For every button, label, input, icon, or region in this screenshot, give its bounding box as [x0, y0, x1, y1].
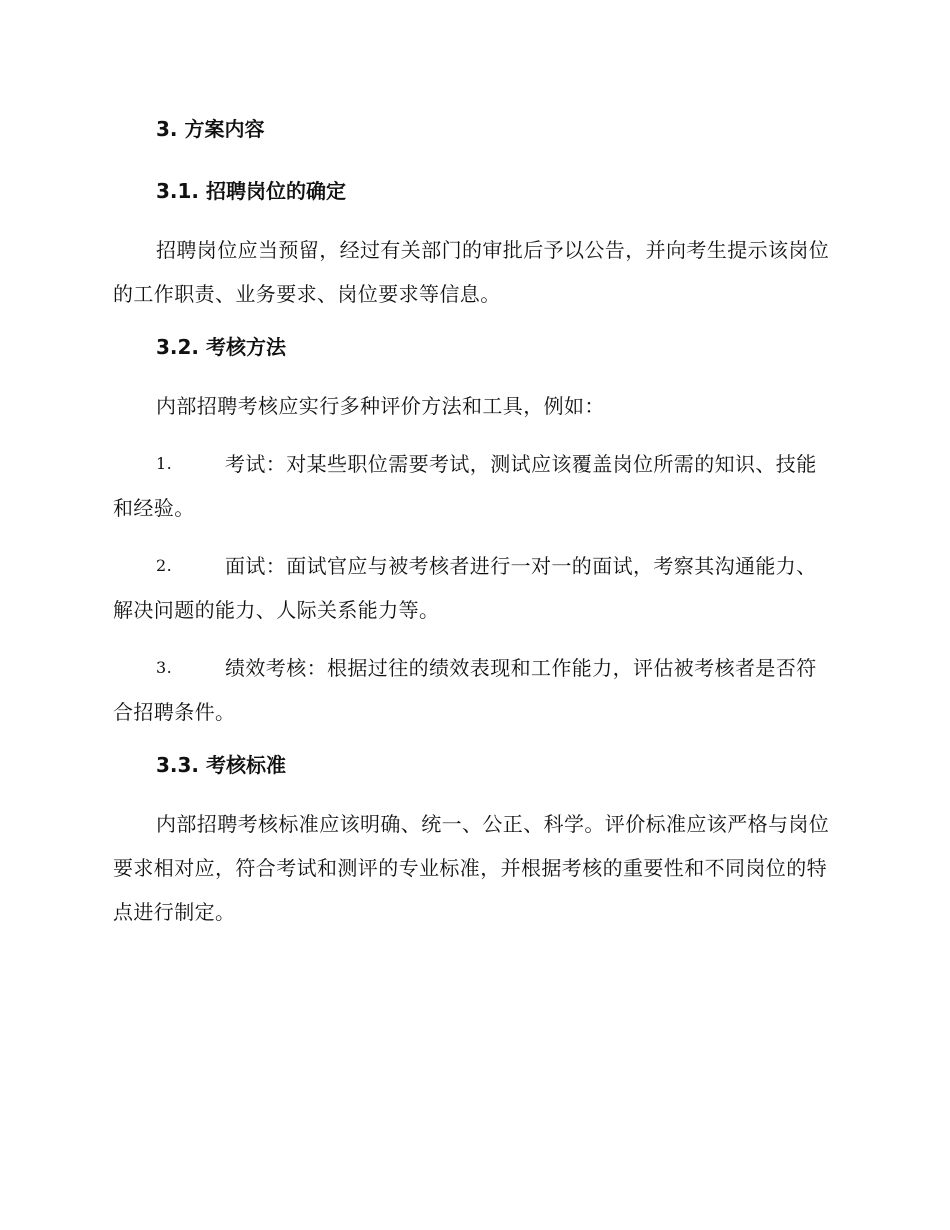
paragraph-3-1: 招聘岗位应当预留，经过有关部门的审批后予以公告，并向考生提示该岗位的工作职责、业务要求、岗位要求等信息。	[113, 238, 830, 306]
list-item-text: 面试：面试官应与被考核者进行一对一的面试，考察其沟通能力、解决问题的能力、人际关系能力等。	[113, 554, 817, 622]
list-item-text: 考试：对某些职位需要考试，测试应该覆盖岗位所需的知识、技能和经验。	[113, 452, 817, 520]
subsection-heading-3-1: 3.1. 招聘岗位的确定	[156, 179, 346, 203]
subsection-heading-3-2: 3.2. 考核方法	[156, 335, 286, 359]
subsection-heading-3-3: 3.3. 考核标准	[156, 753, 286, 777]
list-item-2	[113, 544, 835, 632]
paragraph-3-2-intro: 内部招聘考核应实行多种评价方法和工具，例如：	[156, 394, 605, 418]
list-number: 1.	[156, 454, 173, 473]
list-item-text: 绩效考核：根据过往的绩效表现和工作能力，评估被考核者是否符合招聘条件。	[113, 656, 817, 724]
paragraph-3-3: 内部招聘考核标准应该明确、统一、公正、科学。评价标准应该严格与岗位要求相对应，符合考试和测评的专业标准，并根据考核的重要性和不同岗位的特点进行制定。	[113, 812, 830, 924]
document-content	[113, 112, 835, 948]
list-item-3	[113, 646, 835, 734]
list-number: 3.	[156, 658, 173, 677]
list-item-1	[113, 442, 835, 530]
list-number: 2.	[156, 556, 173, 575]
section-heading: 3. 方案内容	[156, 117, 265, 141]
